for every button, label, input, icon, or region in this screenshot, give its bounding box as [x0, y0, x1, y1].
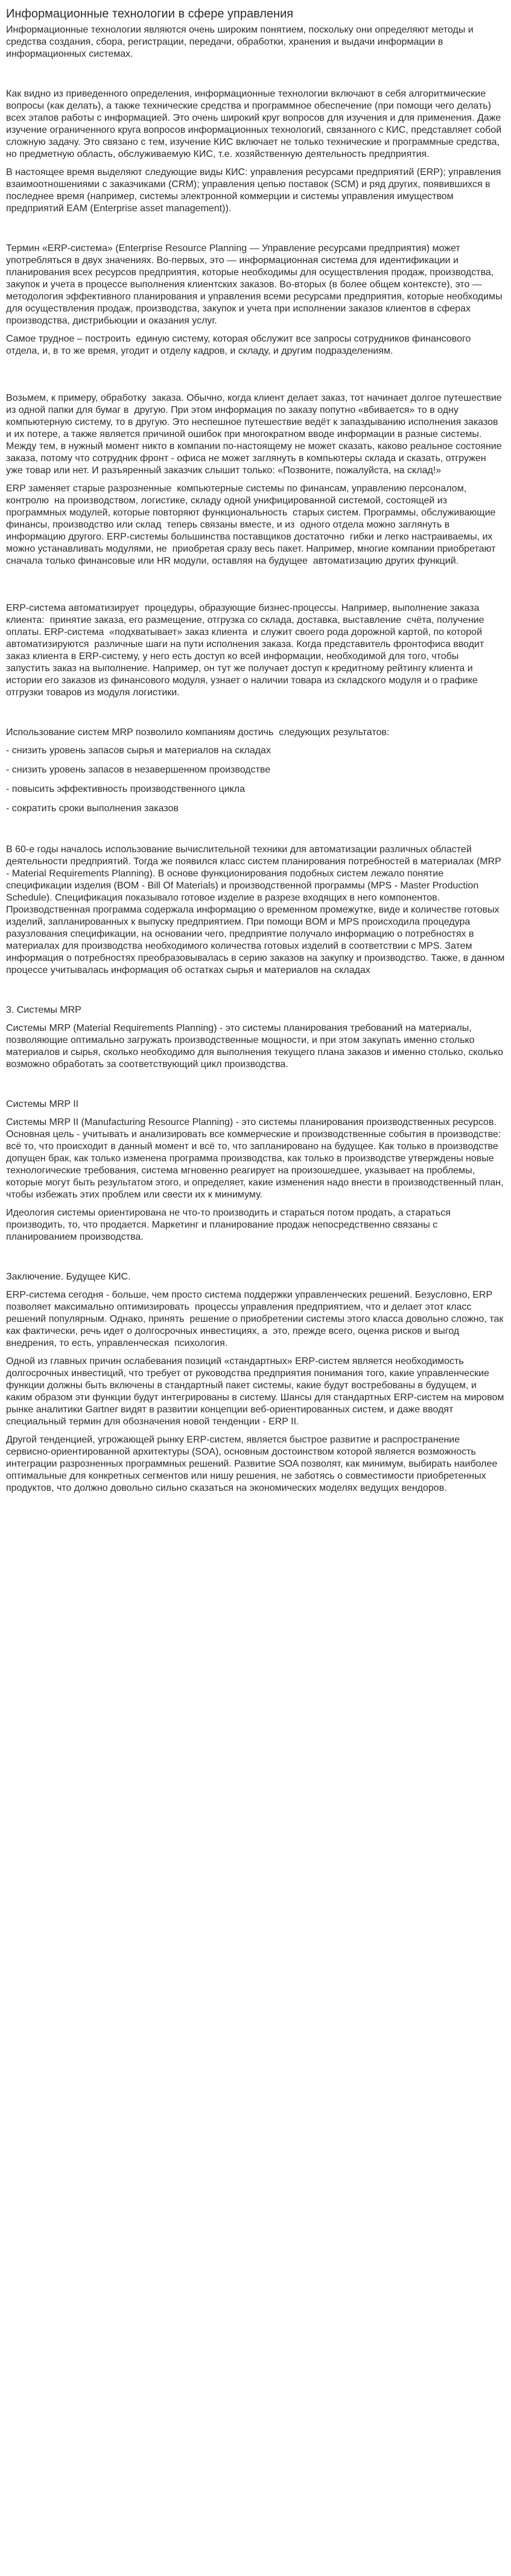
paragraph: Использование систем MRP позволило компаниям достичь следующих результатов: [6, 727, 390, 738]
list-item: - повысить эффективность производственного цикла [6, 784, 245, 794]
section-heading: Заключение. Будущее КИС. [6, 1272, 131, 1282]
section-heading: 3. Системы MRP [6, 1005, 81, 1015]
paragraph: ERP-система автоматизирует процедуры, образующие бизнес-процессы. Например, выполнение заказа клиента: принятие заказа, его размещение, отгрузка со склада, доставка, выставление счёта, получение оплаты. ERP-система «подхватывает» заказ клиента и служит своего рода дорожной картой, по которой автоматизируются различные шаги на пути исполнения заказа. Когда представитель фронтофиса вводит заказ клиента в ERP-систему, у него есть доступ ко всей информации, необходимой для того, чтобы запустить заказ на выполнение. Например, он тут же получает доступ к кредитному рейтингу клиента и истории его заказов из финансового модуля, узнает о наличии товара из складского модуля и о графике отгрузки товаров из модуля логистики. [6, 603, 487, 698]
paragraph: Как видно из приведенного определения, информационные технологии включают в себя алгоритмические вопросы (как делать), а также технические средства и программное обеспечение (при помощи чего делать) всех этапов работы с информацией. Это очень широкий круг вопросов для изучения и для применения. Даже изучение ограниченного круга вопросов информационных технологий, связанного с КИС, представляет собой сложную задачу. Это связано с тем, изучение КИС включает не только технические и программные средства, но предметную область, обслуживаемую КИС, т.е. хозяйственную деятельность предприятия. [6, 89, 504, 159]
paragraph: Идеология системы ориентирована не что-то производить и стараться потом продать, а стараться производить, то, что продается. Маркетинг и планирование продаж непосредственно связаны с планированием производства. [6, 1208, 454, 1242]
paragraph: ERP-система сегодня - больше, чем просто система поддержки управленческих решений. Безусловно, ERP позволяет максимально оптимизировать процессы управления предприятием, что и делает этот класс решений популярным. Однако, принять решение о приобретении системы этого класса довольно сложно, так как фактически, речь идет о долгосрочных инвестициях, а это, прежде всего, оценка рисков и выгод внедрения, то есть, управленческая психология. [6, 1290, 506, 1348]
paragraph: В 60-е годы началось использование вычислительной техники для автоматизации различных областей деятельности предприятий. Тогда же появился класс систем планирования потребностей в материалах (MRP - Material Requirements Planning). В основе функционирования подобных систем лежало понятие спецификации изделия (BOM - Bill Of Materials) и производственной программы (MPS - Master Production Schedule). Спецификация показывало готовое изделие в разрезе входящих в него компонентов. Производственная программа содержала информацию о временном промежутке, виде и количестве готовых изделий, запланированных к выпуску предприятием. При помощи BOM и MPS происходила процедура разузлования спецификации, на основании чего, предприятие получало информацию о потребностях в материалах для производства необходимого количества готовых изделий в соответствии с MPS. Затем информация о потребностях преобразовывалась в серию заказов на закупку и производство. Также, в данном процессе учитывалась информация об остатках сырья и материалов на складах [6, 844, 507, 975]
paragraph: Информационные технологии являются очень широким понятием, поскольку они определяют методы и средства создания, сбора, регистрации, передачи, обработки, хранения и выдачи информации в информационных системах. [6, 25, 477, 59]
paragraph: Системы MRP II (Manufacturing Resource Planning) - это системы планирования производственных ресурсов. Основная цель - учитывать и анализировать все коммерческие и производственные события в производстве: всё то, что происходит в данный момент и всё то, что запланировано на будущее. Как только в производстве допущен брак, как только изменена программа производства, как только в производстве утверждены новые технологические требования, система мгновенно реагирует на произошедшее, указывает на проблемы, которые могут быть результатом этого, и определяет, какие изменения надо внести в производственный план, чтобы избежать этих проблем или свести их к минимуму. [6, 1117, 506, 1200]
paragraph: В настоящее время выделяют следующие виды КИС: управления ресурсами предприятий (ERP); управления взаимоотношениями с заказчиками (CRM); управления цепью поставок (SCM) и ряд других, появившихся в последнее время (например, системы электронной коммерции и системы управления имуществом предприятий EAM (Enterprise asset management)). [6, 167, 504, 214]
paragraph: Термин «ERP-система» (Enterprise Resource Planning — Управление ресурсами предприятия) может употребляться в двух значениях. Во-первых, это — информационная система для идентификации и планирования всех ресурсов предприятия, которые необходимы для осуществления продаж, производства, закупок и учета в процессе выполнения клиентских заказов. Во-вторых (в более общем контексте), это — методология эффективного планирования и управления всеми ресурсами предприятия, которые необходимы для осуществления продаж, производства, закупок и учета при исполнении заказов клиентов в сферах производства, дистрибьюции и оказания услуг. [6, 243, 506, 326]
paragraph: Самое трудное – построить единую систему, которая обслужит все запросы сотрудников финансового отдела, и, в то же время, угодит и отделу кадров, и складу, и другим подразделениям. [6, 334, 474, 356]
list-item: - снизить уровень запасов сырья и материалов на складах [6, 745, 271, 756]
paragraph: Системы MRP (Material Requirements Planning) - это системы планирования требований на материалы, позволяющие оптимально загружать производственные мощности, и при этом закупать именно столько материалов и сырья, сколько необходимо для выполнения текущего плана заказов и именно столько, сколько возможно обработать за соответствующий цикл производства. [6, 1023, 506, 1070]
list-item: - снизить уровень запасов в незавершенном производстве [6, 765, 271, 775]
paragraph: Другой тенденцией, угрожающей рынку ERP-систем, является быстрое развитие и распространение сервисно-ориентированной архитектуры (SOA), основным достоинством которой является возможность интеграции разрозненных программных решений. Развитие SOA позволят, как минимум, выбирать наиболее оптимальные для конкретных сегментов или нишу решения, не заботясь о совместимости приобретенных продуктов, что должно довольно сильно сказаться на экономических моделях ведущих вендоров. [6, 1435, 500, 1493]
list-item: - сократить сроки выполнения заказов [6, 803, 179, 814]
section-heading: Системы MRP II [6, 1099, 79, 1109]
paragraph: Одной из главных причин ослабевания позиций «стандартных» ERP-систем является необходимость долгосрочных инвестиций, что требует от руководства предприятия понимания того, какие управленческие функции должны быть включены в стандартный пакет системы, какие будут востребованы в будущем, и каким образом эти функции будут интегрированы в систему. Шансы для стандартных ERP-систем на мировом рынке аналитики Gartner видят в развитии концепции веб-ориентированных систем, и даже вводят специальный термин для обозначения новой тенденции - ERP II. [6, 1356, 507, 1427]
page-title: Информационные технологии в сфере управления [6, 7, 294, 21]
paragraph: Возьмем, к примеру, обработку заказа. Обычно, когда клиент делает заказ, тот начинает долгое путешествие из одной папки для бумаг в другую. При этом информация по заказу попутно «вбивается» то в одну компьютерную систему, то в другую. Это неспешное путешествие ведёт к запаздыванию исполнения заказов и их потере, а также является причиной ошибок при многократном вводе информации в разные системы. Между тем, в нужный момент никто в компании по-настоящему не может сказать, каково реальное состояние заказа, потому что сотрудник фронт - офиса не может заглянуть в компьютеры склада и сказать, отгружен уже товар или нет. И разъяренный заказчик слышит только: «Позвоните, пожалуйста, на склад!» [6, 393, 507, 476]
paragraph: ERP заменяет старые разрозненные компьютерные системы по финансам, управлению персоналом, контролю на производством, логистике, складу одной унифицированной системой, состоящей из программных модулей, которые повторяют функциональность старых систем. Программы, обслуживающие финансы, производство или склад теперь связаны вместе, и из одного отдела можно заглянуть в информацию другого. ERP-системы большинства поставщиков достаточно гибки и легко настраиваемы, их можно устанавливать модулями, не приобретая сразу весь пакет. Например, многие компании приобретают сначала только финансовые или HR модули, оставляя на будущее автоматизацию других функций. [6, 483, 501, 566]
